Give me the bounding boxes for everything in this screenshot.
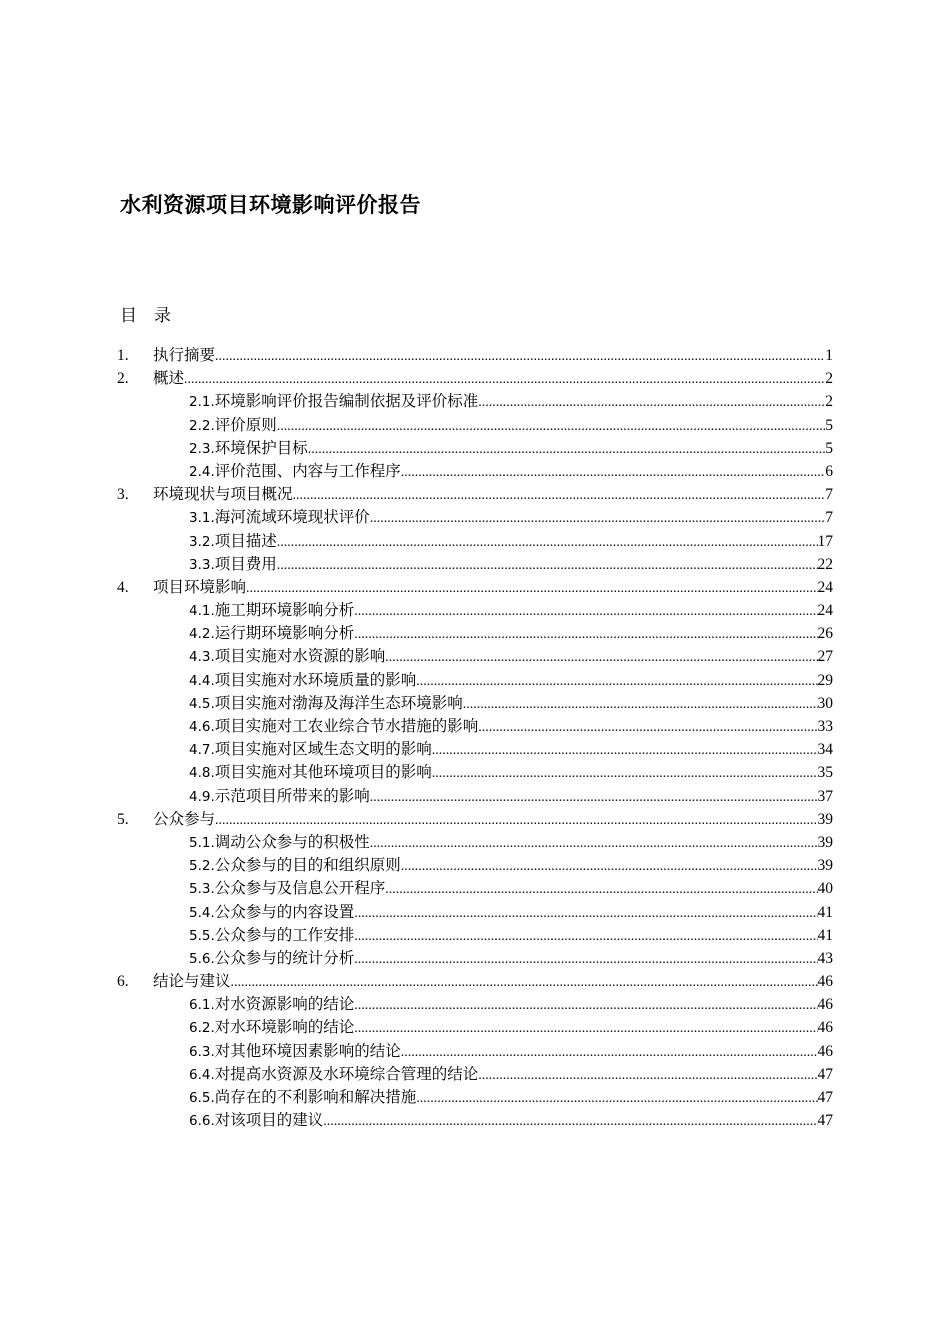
- toc-entry-number: 2.: [117, 370, 129, 388]
- toc-entry-number: 2.2.: [189, 417, 215, 434]
- toc-entry-number: 4.9.: [189, 788, 215, 805]
- toc-entry-number: 4.5.: [189, 695, 215, 712]
- toc-entry-page-number: 27: [817, 648, 833, 666]
- toc-entry[interactable]: [117, 344, 833, 367]
- toc-entry-label: 海河流域环境现状评价: [214, 508, 370, 527]
- table-of-contents: [117, 344, 833, 1132]
- toc-entry-number: 6.3.: [189, 1043, 215, 1060]
- toc-entry-number: 3.3.: [189, 556, 215, 573]
- toc-dot-leader: [370, 832, 818, 855]
- toc-entry-number: 5.4.: [189, 904, 215, 921]
- toc-entry-page-number: 5: [825, 439, 833, 457]
- toc-dot-leader: [231, 971, 818, 994]
- toc-entry-number: 4.7.: [189, 742, 215, 759]
- toc-entry[interactable]: [117, 854, 833, 877]
- toc-entry[interactable]: [117, 970, 833, 993]
- toc-entry[interactable]: [117, 367, 833, 390]
- document-title: 水利资源项目环境影响评价报告: [120, 193, 421, 217]
- toc-entry-label: 公众参与的内容设置: [214, 902, 355, 921]
- toc-dot-leader: [432, 762, 818, 785]
- toc-entry-page-number: 26: [817, 625, 833, 643]
- toc-entry-number: 6.: [117, 973, 129, 991]
- toc-entry-label: 运行期环境影响分析: [214, 624, 355, 643]
- toc-entry-label: 公众参与的工作安排: [214, 925, 355, 944]
- toc-dot-leader: [354, 902, 817, 925]
- toc-dot-leader: [416, 670, 817, 693]
- toc-entry[interactable]: [117, 1016, 833, 1039]
- toc-entry[interactable]: [117, 924, 833, 947]
- toc-entry[interactable]: [117, 901, 833, 924]
- toc-entry-page-number: 43: [817, 949, 833, 967]
- toc-entry-label: 施工期环境影响分析: [214, 601, 355, 620]
- toc-entry[interactable]: [117, 414, 833, 437]
- toc-entry-number: 5.1.: [189, 834, 215, 851]
- toc-dot-leader: [401, 1041, 818, 1064]
- toc-entry[interactable]: [117, 692, 833, 715]
- toc-entry-number: 6.2.: [189, 1020, 215, 1037]
- toc-entry[interactable]: [117, 622, 833, 645]
- toc-dot-leader: [215, 345, 825, 368]
- toc-entry-label: 项目实施对水资源的影响: [214, 647, 386, 666]
- toc-entry-page-number: 7: [825, 486, 833, 504]
- toc-entry-page-number: 46: [817, 996, 833, 1014]
- toc-entry-label: 结论与建议: [153, 972, 231, 991]
- toc-dot-leader: [401, 461, 825, 484]
- toc-entry[interactable]: [117, 669, 833, 692]
- toc-entry[interactable]: [117, 645, 833, 668]
- toc-entry-label: 对水资源影响的结论: [214, 995, 355, 1014]
- toc-dot-leader: [432, 739, 818, 762]
- toc-entry[interactable]: [117, 808, 833, 831]
- toc-entry-page-number: 46: [817, 973, 833, 991]
- toc-dot-leader: [401, 855, 818, 878]
- toc-entry-number: 4.6.: [189, 719, 215, 735]
- toc-entry-page-number: 24: [817, 602, 833, 620]
- toc-entry-label: 公众参与及信息公开程序: [214, 879, 386, 898]
- toc-entry-number: 3.2.: [189, 533, 215, 550]
- toc-entry[interactable]: [117, 553, 833, 576]
- toc-entry-label: 项目实施对其他环境项目的影响: [214, 763, 432, 782]
- toc-entry-page-number: 40: [817, 880, 833, 898]
- toc-entry[interactable]: [117, 460, 833, 483]
- toc-entry[interactable]: [117, 1086, 833, 1109]
- toc-dot-leader: [385, 878, 817, 901]
- toc-entry-page-number: 37: [817, 787, 833, 805]
- toc-dot-leader: [354, 948, 817, 971]
- toc-dot-leader: [308, 438, 825, 461]
- toc-entry[interactable]: [117, 483, 833, 506]
- toc-dot-leader: [478, 716, 817, 739]
- toc-entry-number: 6.1.: [189, 997, 215, 1014]
- toc-dot-leader: [323, 1110, 817, 1133]
- toc-entry-page-number: 39: [817, 857, 833, 875]
- toc-entry-page-number: 29: [817, 671, 833, 689]
- toc-entry-page-number: 6: [825, 462, 833, 480]
- toc-entry-page-number: 35: [817, 764, 833, 782]
- toc-entry[interactable]: [117, 993, 833, 1016]
- toc-dot-leader: [370, 786, 818, 809]
- toc-entry-label: 评价原则: [214, 415, 277, 434]
- toc-entry-label: 项目实施对渤海及海洋生态环境影响: [214, 693, 463, 712]
- toc-entry-page-number: 46: [817, 1042, 833, 1060]
- toc-entry-page-number: 39: [817, 833, 833, 851]
- toc-entry-label: 对提高水资源及水环境综合管理的结论: [214, 1064, 479, 1083]
- toc-dot-leader: [478, 1064, 817, 1087]
- toc-entry-page-number: 7: [825, 509, 833, 527]
- toc-entry-number: 4.3.: [189, 649, 215, 666]
- toc-dot-leader: [293, 484, 826, 507]
- toc-entry-number: 3.: [117, 486, 129, 504]
- toc-entry-label: 调动公众参与的积极性: [214, 832, 370, 851]
- toc-entry-page-number: 22: [817, 555, 833, 573]
- toc-entry[interactable]: [117, 1040, 833, 1063]
- toc-entry-number: 4.4.: [189, 672, 215, 689]
- toc-dot-leader: [277, 415, 825, 438]
- toc-dot-leader: [277, 531, 818, 554]
- toc-dot-leader: [354, 1017, 817, 1040]
- toc-entry-label: 尚存在的不利影响和解决措施: [214, 1088, 417, 1106]
- toc-entry[interactable]: [117, 576, 833, 599]
- toc-entry-page-number: 2: [825, 370, 833, 388]
- toc-entry[interactable]: [117, 877, 833, 900]
- toc-entry-number: 5.3.: [189, 881, 215, 898]
- toc-entry-page-number: 41: [817, 903, 833, 921]
- toc-entry-page-number: 17: [817, 532, 833, 550]
- toc-entry[interactable]: [117, 1063, 833, 1086]
- toc-entry-label: 评价范围、内容与工作程序: [214, 461, 401, 480]
- toc-entry-page-number: 5: [825, 416, 833, 434]
- toc-entry-number: 6.4.: [189, 1066, 215, 1083]
- toc-entry-label: 项目实施对区域生态文明的影响: [214, 740, 432, 759]
- toc-dot-leader: [463, 693, 818, 716]
- toc-entry[interactable]: [117, 599, 833, 622]
- toc-entry-page-number: 1: [825, 347, 833, 364]
- toc-dot-leader: [246, 577, 817, 600]
- toc-entry-label: 概述: [153, 369, 185, 388]
- toc-entry-label: 项目实施对水环境质量的影响: [214, 670, 417, 689]
- toc-entry-label: 公众参与的目的和组织原则: [214, 856, 401, 875]
- toc-dot-leader: [215, 809, 817, 832]
- toc-heading: 目录: [120, 306, 188, 326]
- toc-entry-label: 项目环境影响: [153, 577, 247, 596]
- toc-entry-page-number: 47: [817, 1065, 833, 1083]
- toc-entry[interactable]: [117, 831, 833, 854]
- toc-entry-label: 执行摘要: [153, 346, 216, 364]
- toc-entry-label: 对该项目的建议: [214, 1111, 324, 1130]
- toc-entry-page-number: 47: [817, 1112, 833, 1130]
- toc-dot-leader: [385, 646, 817, 669]
- toc-entry-number: 5.2.: [189, 858, 215, 875]
- toc-dot-leader: [416, 1087, 817, 1110]
- toc-entry[interactable]: [117, 785, 833, 808]
- toc-entry[interactable]: [117, 530, 833, 553]
- toc-entry-number: 6.5.: [189, 1090, 215, 1106]
- toc-entry-page-number: 24: [817, 578, 833, 596]
- toc-entry-label: 项目实施对工农业综合节水措施的影响: [214, 717, 479, 735]
- toc-entry-label: 对其他环境因素影响的结论: [214, 1041, 401, 1060]
- toc-dot-leader: [478, 391, 825, 414]
- toc-entry-number: 2.3.: [189, 440, 215, 457]
- toc-entry-label: 环境保护目标: [214, 438, 308, 457]
- toc-entry-number: 4.2.: [189, 626, 215, 643]
- toc-entry[interactable]: [117, 947, 833, 970]
- toc-entry-page-number: 30: [817, 694, 833, 712]
- toc-entry-label: 对水环境影响的结论: [214, 1018, 355, 1037]
- toc-entry[interactable]: [117, 437, 833, 460]
- toc-entry-number: 5.6.: [189, 950, 215, 967]
- toc-entry-number: 2.4.: [189, 463, 215, 480]
- toc-entry-number: 6.6.: [189, 1113, 215, 1130]
- toc-entry-page-number: 2: [825, 393, 833, 411]
- toc-entry-label: 环境影响评价报告编制依据及评价标准: [214, 392, 479, 411]
- toc-entry[interactable]: [117, 1109, 833, 1132]
- toc-entry-label: 公众参与: [153, 809, 216, 828]
- toc-entry-number: 3.1.: [189, 510, 215, 527]
- toc-entry-page-number: 34: [817, 741, 833, 759]
- toc-dot-leader: [354, 925, 817, 948]
- toc-entry-page-number: 47: [817, 1089, 833, 1106]
- toc-entry-page-number: 41: [817, 926, 833, 944]
- toc-dot-leader: [354, 623, 817, 646]
- toc-dot-leader: [184, 368, 825, 391]
- toc-entry[interactable]: [117, 761, 833, 784]
- toc-entry-number: 4.1.: [189, 603, 215, 620]
- toc-entry[interactable]: [117, 715, 833, 738]
- toc-entry-label: 环境现状与项目概况: [153, 485, 293, 504]
- toc-entry-number: 5.: [117, 810, 129, 828]
- toc-entry-number: 4.: [117, 578, 129, 596]
- toc-entry-page-number: 46: [817, 1019, 833, 1037]
- toc-entry-number: 1.: [117, 347, 129, 364]
- toc-entry[interactable]: [117, 738, 833, 761]
- toc-entry-label: 项目费用: [214, 554, 277, 573]
- toc-entry-label: 项目描述: [214, 531, 277, 550]
- toc-entry-number: 5.5.: [189, 927, 215, 944]
- toc-dot-leader: [370, 507, 825, 530]
- toc-entry-label: 公众参与的统计分析: [214, 948, 355, 967]
- toc-entry-label: 示范项目所带来的影响: [214, 786, 370, 805]
- toc-dot-leader: [354, 994, 817, 1017]
- toc-entry-page-number: 39: [817, 810, 833, 828]
- toc-entry-number: 4.8.: [189, 765, 215, 782]
- toc-entry-page-number: 33: [817, 718, 833, 735]
- toc-entry[interactable]: [117, 390, 833, 413]
- toc-dot-leader: [354, 600, 817, 623]
- toc-dot-leader: [277, 554, 818, 577]
- toc-entry-number: 2.1.: [189, 394, 215, 411]
- toc-entry[interactable]: [117, 506, 833, 529]
